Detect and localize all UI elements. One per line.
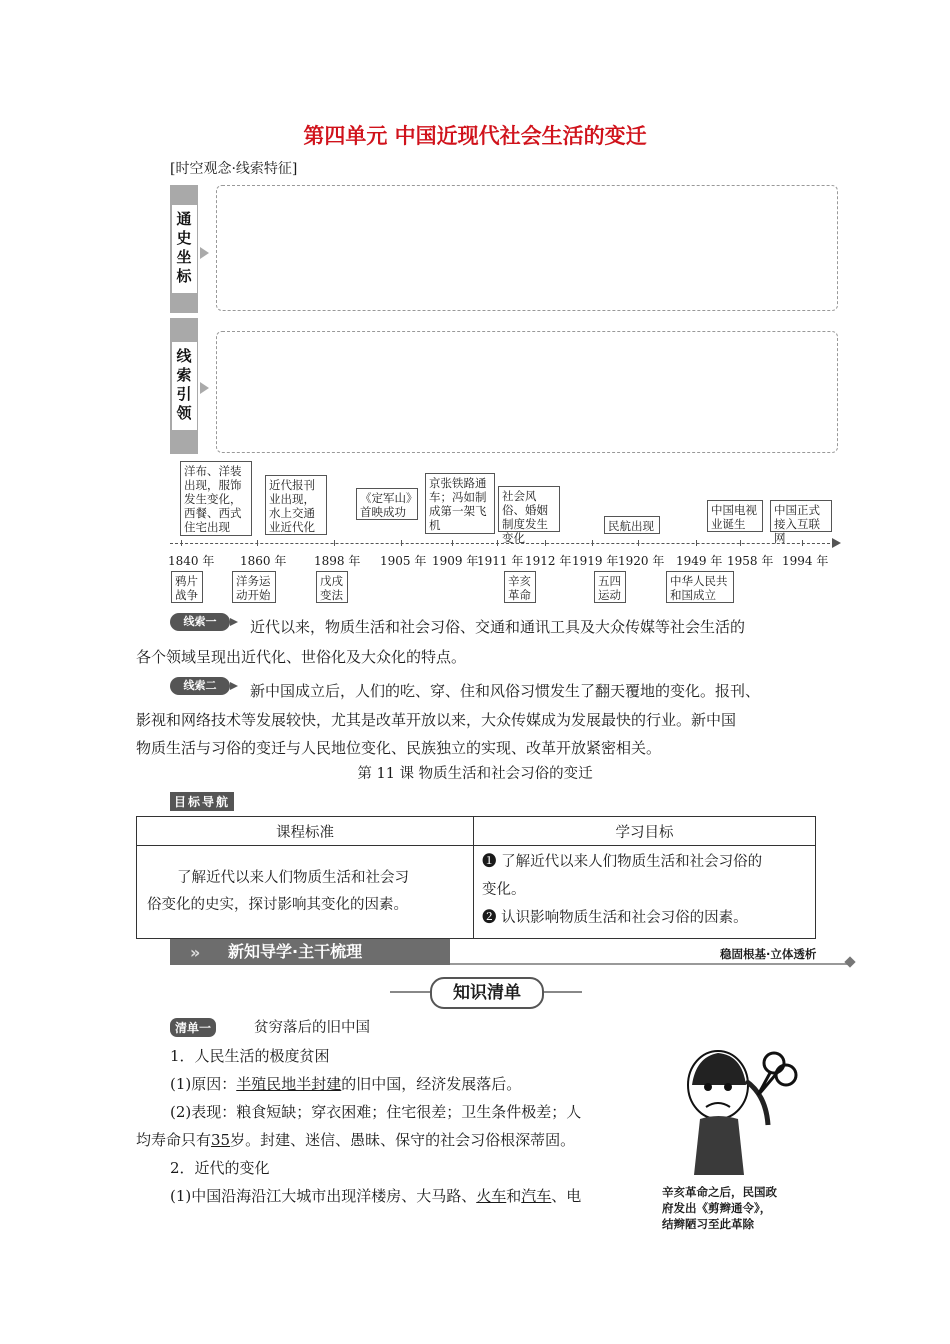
clue-one-text: 各个领域呈现出近代化、世俗化及大众化的特点。 bbox=[136, 648, 467, 666]
timeline-event: 社会风俗、婚姻制度发生变化 bbox=[498, 486, 560, 532]
underlined-answer: 半殖民地半封建 bbox=[236, 1075, 342, 1093]
list-item: (2)表现：粮食短缺；穿衣困难；住宅很差；卫生条件极差；人 bbox=[170, 1103, 582, 1121]
underlined-answer: 35 bbox=[211, 1131, 231, 1149]
diamond-icon bbox=[844, 956, 855, 967]
learning-goal-cell bbox=[474, 846, 816, 939]
goal-number: ❶ bbox=[482, 854, 497, 870]
axis-tick bbox=[334, 540, 335, 546]
axis-tick bbox=[696, 540, 697, 546]
underlined-answer: 火车 bbox=[476, 1187, 507, 1205]
text: (1)中国沿海沿江大城市出现洋楼房、大马路、 bbox=[170, 1187, 477, 1205]
axis-tick bbox=[740, 540, 741, 546]
clue-two-tag: 线索二 bbox=[170, 677, 230, 695]
axis-tick bbox=[257, 540, 258, 546]
timeline-event: 中国电视业诞生 bbox=[707, 500, 763, 532]
side-tab-general-history bbox=[170, 185, 198, 313]
axis-tick bbox=[545, 540, 546, 546]
list-item bbox=[170, 1069, 521, 1099]
timeline-event: 洋务运动开始 bbox=[232, 571, 276, 603]
year-label: 1958 年 bbox=[727, 554, 774, 568]
queue-cutting-illustration bbox=[670, 1045, 800, 1180]
general-history-box bbox=[216, 185, 838, 311]
axis-tick bbox=[638, 540, 639, 546]
goal-number: ❷ bbox=[482, 910, 497, 926]
list-one-heading: 贫穷落后的旧中国 bbox=[254, 1020, 370, 1036]
axis-tick bbox=[497, 540, 498, 546]
text: 和 bbox=[506, 1187, 522, 1205]
timeline-event: 五四运动 bbox=[594, 571, 626, 603]
unit-title: 第四单元 中国近现代社会生活的变迁 bbox=[303, 124, 647, 148]
year-label: 1949 年 bbox=[676, 554, 723, 568]
clue-two-text: 新中国成立后，人们的吃、穿、住和风俗习惯发生了翻天覆地的变化。报刊、 bbox=[250, 682, 761, 700]
goal-text: 变化。 bbox=[482, 882, 526, 898]
section-label: [时空观念·线索特征] bbox=[170, 161, 298, 177]
goal-text: 认识影响物质生活和社会习俗的因素。 bbox=[501, 910, 748, 926]
arrow-right-icon bbox=[200, 247, 209, 259]
clue-one-text: 近代以来，物质生活和社会习俗、交通和通讯工具及大众传媒等社会生活的 bbox=[250, 618, 746, 636]
timeline-event: 民航出现 bbox=[604, 516, 660, 534]
arrow-right-icon bbox=[200, 382, 209, 394]
year-label: 1919 年 bbox=[572, 554, 619, 568]
list-item: 2．近代的变化 bbox=[170, 1159, 270, 1177]
axis-tick bbox=[401, 540, 402, 546]
axis-tick bbox=[592, 540, 593, 546]
text: (1)原因： bbox=[170, 1075, 237, 1093]
year-label: 1920 年 bbox=[618, 554, 665, 568]
knowledge-list-title: 知识清单 bbox=[430, 977, 544, 1009]
divider bbox=[390, 991, 430, 993]
year-label: 1905 年 bbox=[380, 554, 427, 568]
timeline-event: 辛亥革命 bbox=[504, 571, 536, 603]
clue-two-text: 物质生活与习俗的变迁与人民地位变化、民族独立的实现、改革开放紧密相关。 bbox=[136, 739, 662, 757]
table-header: 学习目标 bbox=[474, 817, 816, 846]
text: 、电 bbox=[551, 1187, 582, 1205]
goal-navigation-label: 目标导航 bbox=[170, 792, 234, 811]
list-one-tag: 清单一 bbox=[170, 1018, 216, 1037]
caption-line: 结辫陋习至此革除 bbox=[662, 1217, 754, 1231]
caption-line: 府发出《剪辫通令》， bbox=[662, 1201, 772, 1215]
timeline-event: 近代报刊业出现，水上交通业近代化 bbox=[265, 475, 327, 535]
year-label: 1909 年 bbox=[432, 554, 479, 568]
year-label: 1860 年 bbox=[240, 554, 287, 568]
axis-tick bbox=[802, 540, 803, 546]
side-tab-label: 通史坐标 bbox=[172, 205, 197, 293]
divider bbox=[450, 963, 850, 965]
clue-one-tag: 线索一 bbox=[170, 613, 230, 631]
list-item bbox=[136, 1125, 575, 1155]
year-label: 1840 年 bbox=[168, 554, 215, 568]
year-label: 1912 年 bbox=[525, 554, 572, 568]
text: 岁。封建、迷信、愚昧、保守的社会习俗根深蒂固。 bbox=[230, 1131, 576, 1149]
list-item: 1．人民生活的极度贫困 bbox=[170, 1047, 330, 1065]
divider bbox=[542, 991, 582, 993]
list-item bbox=[170, 1181, 581, 1211]
year-label: 1898 年 bbox=[314, 554, 361, 568]
chevron-right-icon: » bbox=[190, 943, 201, 962]
axis-arrow-icon bbox=[832, 538, 841, 548]
side-tab-clue-guide bbox=[170, 318, 198, 454]
text: 均寿命只有 bbox=[136, 1131, 212, 1149]
caption-line: 辛亥革命之后，民国政 bbox=[662, 1185, 777, 1199]
standard-text: 了解近代以来人们物质生活和社会习 bbox=[177, 870, 409, 886]
underlined-answer: 汽车 bbox=[521, 1187, 552, 1205]
banner-subtitle: 稳固根基·立体透析 bbox=[720, 947, 817, 961]
clue-two-text: 影视和网络技术等发展较快，尤其是改革开放以来，大众传媒成为发展最快的行业。新中国 bbox=[136, 711, 737, 729]
standard-text: 俗变化的史实，探讨影响其变化的因素。 bbox=[147, 897, 408, 913]
figure-caption bbox=[662, 1184, 812, 1232]
timeline-event: 中华人民共和国成立 bbox=[666, 571, 734, 603]
clue-guide-box bbox=[216, 331, 838, 453]
lesson-title: 第 11 课 物质生活和社会习俗的变迁 bbox=[357, 766, 593, 782]
axis-tick bbox=[181, 540, 182, 546]
table-header: 课程标准 bbox=[137, 817, 474, 846]
year-label: 1911 年 bbox=[477, 554, 524, 568]
timeline-event: 洋布、洋装出现，服饰发生变化，西餐、西式住宅出现 bbox=[180, 461, 252, 536]
section-banner: 新知导学·主干梳理 bbox=[170, 939, 450, 965]
timeline-event: 中国正式接入互联网 bbox=[770, 500, 832, 532]
goal-table bbox=[136, 816, 816, 939]
timeline-event: 鸦片战争 bbox=[171, 571, 203, 603]
timeline-event: 京张铁路通车；冯如制成第一架飞机 bbox=[425, 473, 495, 534]
curriculum-standard-cell bbox=[137, 846, 474, 939]
axis-tick bbox=[452, 540, 453, 546]
timeline-axis bbox=[170, 543, 835, 545]
timeline-event: 《定军山》首映成功 bbox=[356, 488, 418, 520]
text: 的旧中国，经济发展落后。 bbox=[341, 1075, 522, 1093]
year-label: 1994 年 bbox=[782, 554, 829, 568]
side-tab-label: 线索引领 bbox=[172, 342, 197, 430]
goal-text: 了解近代以来人们物质生活和社会习俗的 bbox=[501, 854, 763, 870]
timeline-event: 戊戌变法 bbox=[316, 571, 348, 603]
